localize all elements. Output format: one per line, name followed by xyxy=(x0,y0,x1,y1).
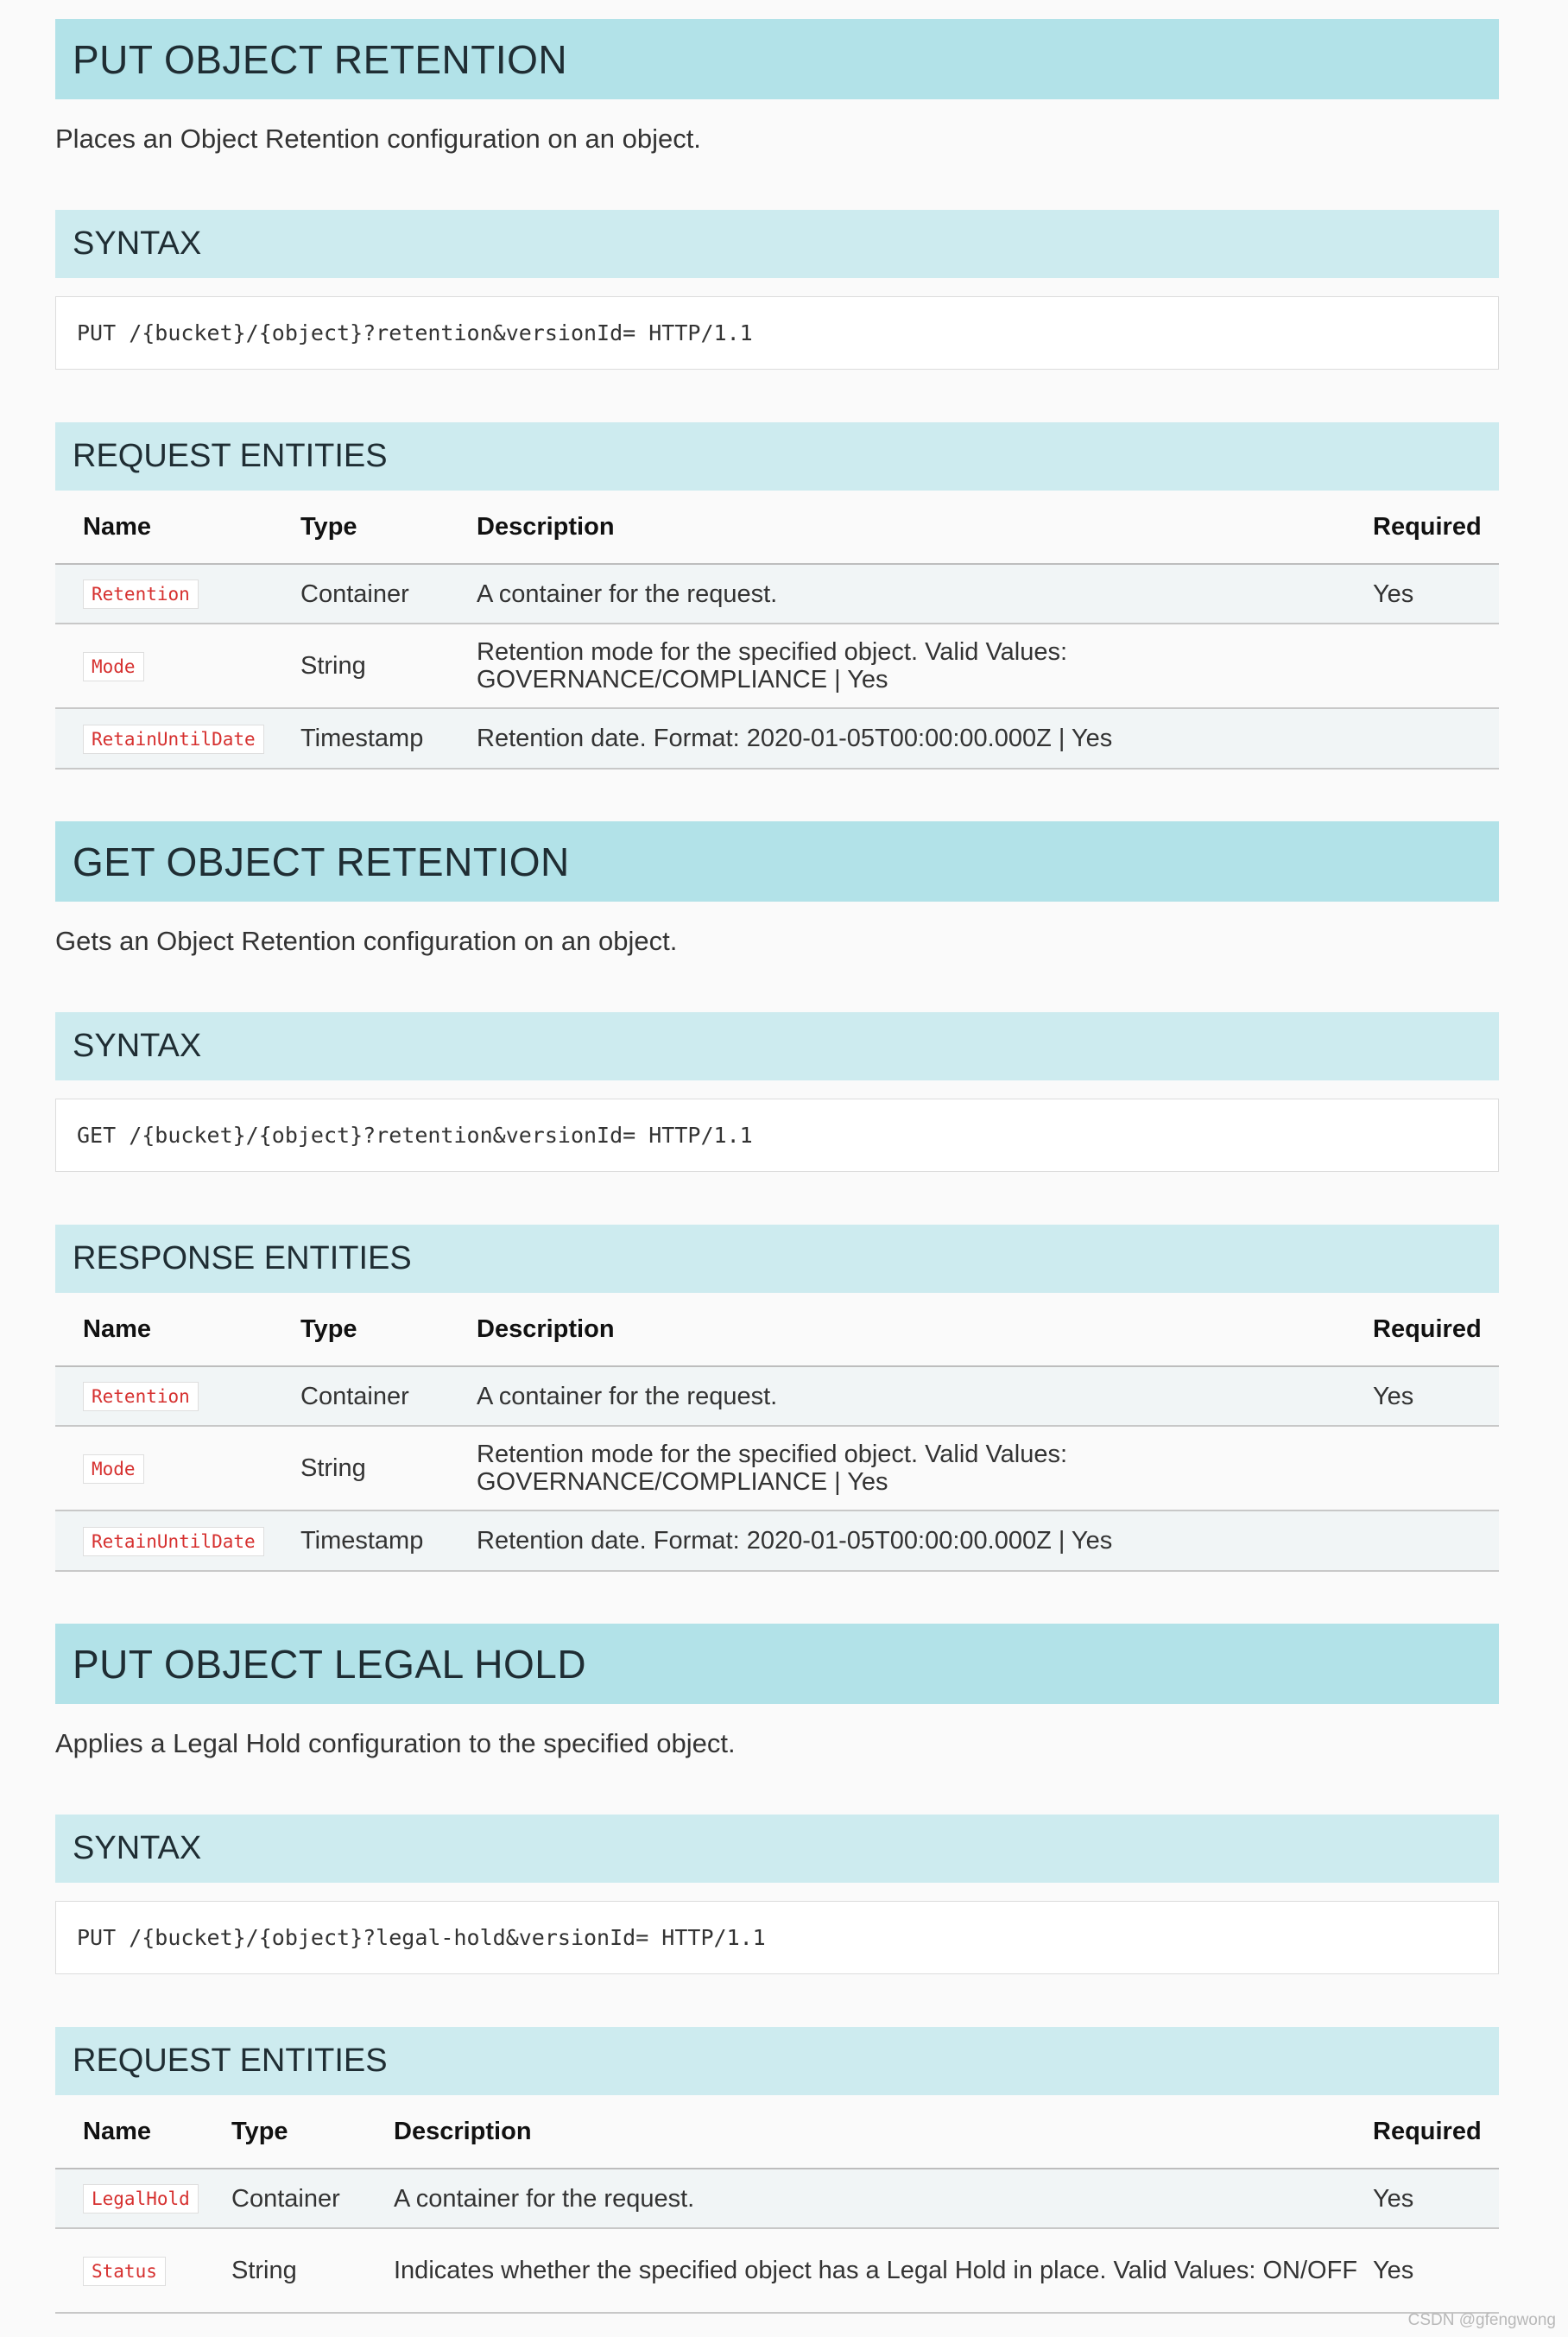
field-name-tag: RetainUntilDate xyxy=(83,1527,264,1556)
field-description: A container for the request. xyxy=(477,564,1373,624)
field-type: Container xyxy=(300,564,477,624)
col-header-name: Name xyxy=(55,1293,300,1366)
field-name-tag: Status xyxy=(83,2257,166,2286)
section-title: PUT OBJECT LEGAL HOLD xyxy=(55,1624,1499,1704)
section-lead: Applies a Legal Hold configuration to the specified object. xyxy=(55,1728,736,1758)
col-header-description: Description xyxy=(477,1293,1373,1366)
entities-table xyxy=(55,1293,1499,1572)
field-type: Timestamp xyxy=(300,1510,477,1571)
table-row xyxy=(55,708,1499,769)
field-name-tag: RetainUntilDate xyxy=(83,725,264,754)
section-put-object-retention xyxy=(55,19,1499,770)
field-description: Retention date. Format: 2020-01-05T00:00:00.000Z | Yes xyxy=(477,708,1373,769)
syntax-code: PUT /{bucket}/{object}?retention&versionId= HTTP/1.1 xyxy=(55,296,1499,370)
syntax-code: PUT /{bucket}/{object}?legal-hold&versionId= HTTP/1.1 xyxy=(55,1901,1499,1974)
field-required xyxy=(1373,624,1499,708)
field-description: A container for the request. xyxy=(394,2169,1373,2228)
document-page xyxy=(55,19,1499,2314)
table-row xyxy=(55,1366,1499,1426)
watermark: CSDN @gfengwong xyxy=(1407,2311,1556,2329)
table-row xyxy=(55,1510,1499,1571)
col-header-name: Name xyxy=(55,491,300,564)
table-row xyxy=(55,624,1499,708)
field-type: String xyxy=(300,1426,477,1510)
table-header-row xyxy=(55,2095,1499,2169)
col-header-required: Required xyxy=(1373,1293,1499,1366)
field-type: Timestamp xyxy=(300,708,477,769)
syntax-heading: SYNTAX xyxy=(55,1814,1499,1883)
field-description: A container for the request. xyxy=(477,1366,1373,1426)
field-required: Yes xyxy=(1373,1366,1499,1426)
table-row xyxy=(55,564,1499,624)
syntax-code: GET /{bucket}/{object}?retention&versionId= HTTP/1.1 xyxy=(55,1099,1499,1172)
field-type: String xyxy=(231,2228,394,2313)
section-title: PUT OBJECT RETENTION xyxy=(55,19,1499,99)
field-required: Yes xyxy=(1373,2228,1499,2313)
section-get-object-retention xyxy=(55,821,1499,1572)
col-header-name: Name xyxy=(55,2095,231,2169)
field-required xyxy=(1373,1426,1499,1510)
col-header-type: Type xyxy=(300,491,477,564)
field-description: Retention mode for the specified object. Valid Values: GOVERNANCE/COMPLIANCE | Yes xyxy=(477,1426,1373,1510)
col-header-type: Type xyxy=(231,2095,394,2169)
field-required: Yes xyxy=(1373,2169,1499,2228)
table-header-row xyxy=(55,1293,1499,1366)
table-row xyxy=(55,1426,1499,1510)
field-name-tag: Mode xyxy=(83,652,144,681)
field-description: Indicates whether the specified object has a Legal Hold in place. Valid Values: ON/OFF xyxy=(394,2228,1373,2313)
col-header-type: Type xyxy=(300,1293,477,1366)
field-name-tag: LegalHold xyxy=(83,2184,199,2214)
syntax-heading: SYNTAX xyxy=(55,1012,1499,1080)
entities-heading: RESPONSE ENTITIES xyxy=(55,1225,1499,1293)
field-required xyxy=(1373,708,1499,769)
col-header-description: Description xyxy=(394,2095,1373,2169)
section-put-object-legal-hold xyxy=(55,1624,1499,2314)
entities-table xyxy=(55,2095,1499,2314)
table-header-row xyxy=(55,491,1499,564)
field-name-tag: Retention xyxy=(83,580,199,609)
section-lead: Places an Object Retention configuration on an object. xyxy=(55,124,701,154)
entities-heading: REQUEST ENTITIES xyxy=(55,2027,1499,2095)
entities-heading: REQUEST ENTITIES xyxy=(55,422,1499,491)
field-required: Yes xyxy=(1373,564,1499,624)
col-header-required: Required xyxy=(1373,2095,1499,2169)
field-description: Retention mode for the specified object. Valid Values: GOVERNANCE/COMPLIANCE | Yes xyxy=(477,624,1373,708)
field-type: String xyxy=(300,624,477,708)
field-name-tag: Retention xyxy=(83,1382,199,1411)
table-row xyxy=(55,2228,1499,2313)
field-required xyxy=(1373,1510,1499,1571)
field-type: Container xyxy=(300,1366,477,1426)
field-type: Container xyxy=(231,2169,394,2228)
table-row xyxy=(55,2169,1499,2228)
col-header-required: Required xyxy=(1373,491,1499,564)
section-title: GET OBJECT RETENTION xyxy=(55,821,1499,902)
entities-table xyxy=(55,491,1499,770)
field-name-tag: Mode xyxy=(83,1454,144,1484)
section-lead: Gets an Object Retention configuration on an object. xyxy=(55,926,678,956)
field-description: Retention date. Format: 2020-01-05T00:00:00.000Z | Yes xyxy=(477,1510,1373,1571)
col-header-description: Description xyxy=(477,491,1373,564)
syntax-heading: SYNTAX xyxy=(55,210,1499,278)
